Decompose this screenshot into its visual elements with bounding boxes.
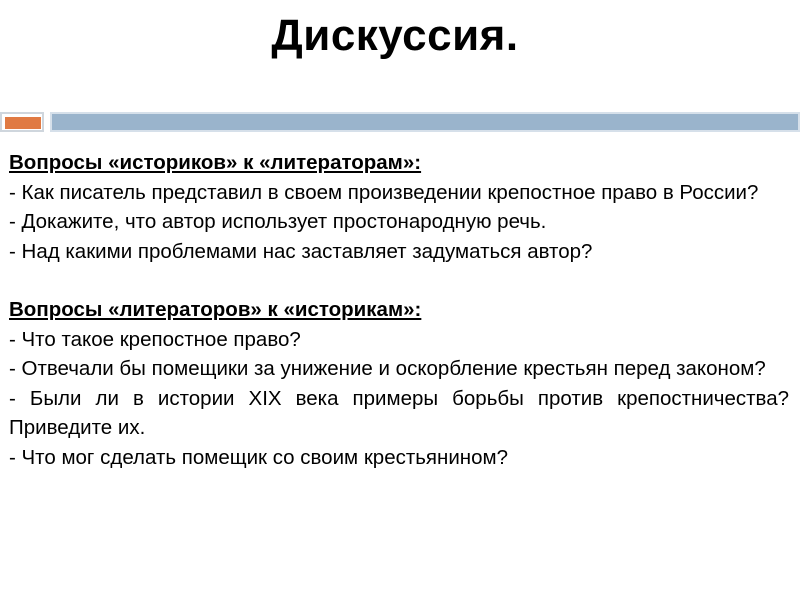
question-item: - Что мог сделать помещик со своим крестьянином? — [9, 445, 509, 469]
section-heading-writers: Вопросы «литераторов» к «историкам»: — [9, 298, 422, 321]
question-item: - Отвечали бы помещики за унижение и оскорбление крестьян перед законом? — [9, 357, 766, 380]
question-item: - Были ли в истории XIX века примеры борьбы против крепостничества? Приведите их. — [9, 386, 789, 439]
divider-accent-block — [0, 112, 44, 132]
question-item: - Что такое крепостное право? — [9, 327, 301, 351]
question-item: - Как писатель представил в своем произведении крепостное право в России? — [9, 180, 759, 204]
section-spacer — [9, 266, 789, 295]
question-item: - Над какими проблемами нас заставляет задуматься автор? — [9, 239, 593, 263]
section-heading-historians: Вопросы «историков» к «литераторам»: — [9, 151, 422, 174]
question-item: - Докажите, что автор использует простонародную речь. — [9, 210, 547, 233]
slide-body — [9, 148, 789, 472]
divider-accent-fill — [5, 117, 41, 129]
divider-bar — [50, 112, 800, 132]
slide-title: Дискуссия. — [271, 11, 519, 60]
